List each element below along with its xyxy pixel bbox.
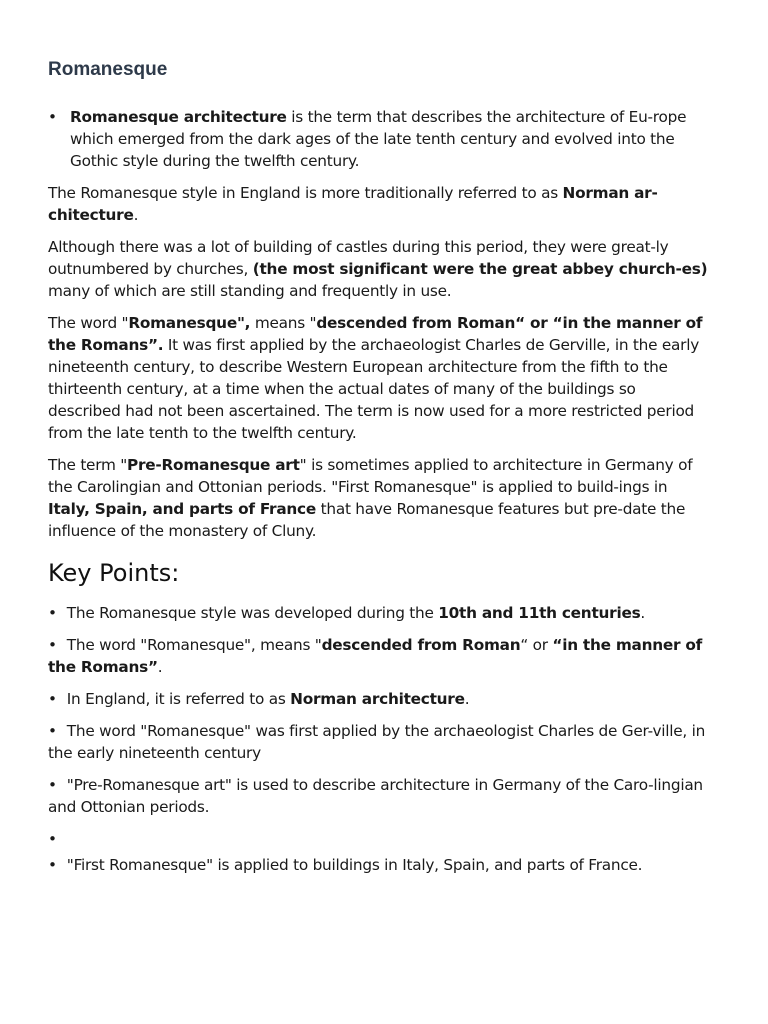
intro-bullet <box>48 106 712 172</box>
key-point-3 <box>48 688 712 710</box>
paragraph-bold: Norman ar-chitecture <box>48 184 658 224</box>
key-point-bold: Norman architecture <box>290 690 465 708</box>
key-point-bold: 10th and 11th centuries <box>438 604 641 622</box>
bullet-icon: • <box>48 604 57 622</box>
key-point-text: “ or <box>520 636 553 654</box>
paragraph-pre-romanesque <box>48 454 712 542</box>
paragraph-bold: Pre-Romanesque art <box>127 456 300 474</box>
paragraph-bold: Italy, Spain, and parts of France <box>48 500 317 518</box>
paragraph-castles <box>48 236 712 302</box>
key-point-text: . <box>640 604 646 622</box>
document-page <box>48 56 712 886</box>
paragraph-text: Although there was a lot of building of castles during this period, they were great-ly outnumbered by churches, <box>48 238 669 278</box>
key-point-4 <box>48 720 712 764</box>
paragraph-text: means " <box>250 314 317 332</box>
intro-bold: Romanesque architecture <box>70 108 287 126</box>
key-point-text: . <box>464 690 470 708</box>
key-point-text: "Pre-Romanesque art" is used to describe architecture in Germany of the Caro-lingian and Ottonian periods. <box>48 776 703 816</box>
paragraph-text: . <box>133 206 139 224</box>
intro-text: is the term that describes the architecture of Eu-rope which emerged from the dark ages of the late tenth century and evolved into the Gothic style during the twelfth century. <box>70 108 687 170</box>
key-point-text: "First Romanesque" is applied to buildings in Italy, Spain, and parts of France. <box>66 856 643 874</box>
bullet-icon: • <box>48 636 57 654</box>
key-point-text: The word "Romanesque" was first applied by the archaeologist Charles de Ger-ville, in the early nineteenth century <box>48 722 706 762</box>
paragraph-text: " is sometimes applied to architecture in Germany of the Carolingian and Ottonian periods. "First Romanesque" is applied to build-ings in <box>48 456 693 496</box>
paragraph-text: The Romanesque style in England is more traditionally referred to as <box>48 184 563 202</box>
bullet-icon: • <box>48 108 57 126</box>
paragraph-text: many of which are still standing and frequently in use. <box>48 282 452 300</box>
key-point-5 <box>48 774 712 818</box>
paragraph-word <box>48 312 712 444</box>
bullet-icon: • <box>48 856 57 874</box>
paragraph-bold: Romanesque", <box>128 314 251 332</box>
key-points-heading: Key Points: <box>48 559 180 587</box>
key-point-2 <box>48 634 712 678</box>
key-point-7 <box>48 854 712 876</box>
key-point-bold: “in the manner of the Romans” <box>48 636 703 676</box>
bullet-icon: • <box>48 776 57 794</box>
paragraph-bold: (the most significant were the great abbey church-es) <box>252 260 708 278</box>
key-point-text: The word "Romanesque", means " <box>66 636 322 654</box>
document-title: Romanesque <box>48 59 168 80</box>
paragraph-norman <box>48 182 712 226</box>
bullet-icon: • <box>48 722 57 740</box>
paragraph-bold: descended from Roman“ or “in the manner of the Romans”. <box>48 314 703 354</box>
bullet-icon: • <box>48 690 57 708</box>
key-point-1 <box>48 602 712 624</box>
key-point-text: . <box>157 658 163 676</box>
key-point-empty <box>48 828 712 850</box>
key-point-bold: descended from Roman <box>321 636 521 654</box>
bullet-icon: • <box>48 830 57 848</box>
paragraph-text: The word " <box>48 314 129 332</box>
key-point-text: The Romanesque style was developed during the <box>66 604 439 622</box>
paragraph-text: It was first applied by the archaeologist Charles de Gerville, in the early nineteenth century, to describe Western European architecture from the fifth to the thirteenth century, at a time when the actual dates of many of the buildings so described had not been ascertained. The term is now used for a more restricted period from the late tenth to the twelfth century. <box>48 336 700 442</box>
key-point-text: In England, it is referred to as <box>66 690 291 708</box>
paragraph-text: The term " <box>48 456 128 474</box>
paragraph-text: that have Romanesque features but pre-date the influence of the monastery of Cluny. <box>48 500 686 540</box>
